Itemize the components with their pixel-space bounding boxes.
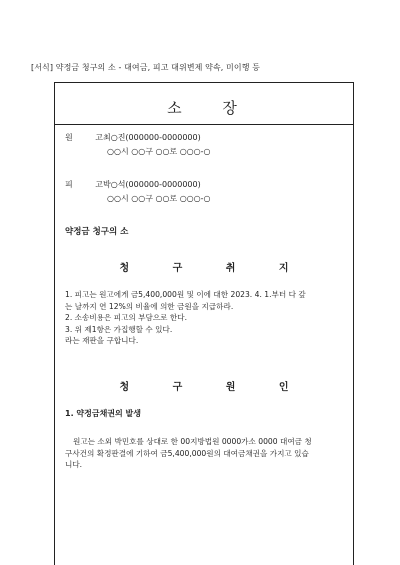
cause-line: 니다.	[65, 460, 83, 469]
claim-heading: 청 구 취 지	[119, 263, 309, 274]
complaint-form	[54, 82, 354, 565]
defendant-address: ○○시 ○○구 ○○로 ○○○-○	[107, 194, 211, 203]
title-divider	[55, 124, 353, 125]
claim-line: 라는 재판을 구합니다.	[65, 336, 139, 345]
claim-line: 2. 소송비용은 피고의 부담으로 한다.	[65, 313, 188, 322]
defendant-name: 박○석(000000-0000000)	[103, 180, 201, 189]
plaintiff-role: 원 고	[65, 133, 113, 142]
document-title: 소 장	[167, 99, 255, 117]
document-caption: [서식] 약정금 청구의 소 - 대여금, 피고 대위변제 약속, 미이행 등	[31, 63, 261, 72]
cause-paragraph	[65, 436, 343, 471]
cause-line: 구사건의 확정판결에 기하여 금5,400,000원의 대여금채권을 가지고 있습	[65, 448, 309, 458]
cause-line: 원고는 소외 박민호를 상대로 한 00지방법원 0000가소 0000 대여금 청	[73, 437, 312, 446]
plaintiff-block	[65, 132, 211, 157]
cause-subheading: 1. 약정금채권의 발생	[65, 409, 141, 418]
claim-line: 3. 위 제1항은 가집행할 수 있다.	[65, 324, 173, 334]
defendant-block	[65, 179, 211, 204]
case-name: 약정금 청구의 소	[65, 227, 129, 237]
plaintiff-address: ○○시 ○○구 ○○로 ○○○-○	[107, 147, 211, 156]
claim-line: 는 날까지 연 12%의 비율에 의한 금원을 지급하라.	[65, 301, 234, 311]
plaintiff-name: 최○진(000000-0000000)	[103, 133, 201, 142]
claim-line: 1. 피고는 원고에게 금5,400,000원 및 이에 대한 2023. 4. 1.부터 다 갚	[65, 290, 306, 299]
claim-paragraph	[65, 289, 343, 347]
defendant-role: 피 고	[65, 180, 113, 189]
cause-heading: 청 구 원 인	[119, 382, 309, 393]
